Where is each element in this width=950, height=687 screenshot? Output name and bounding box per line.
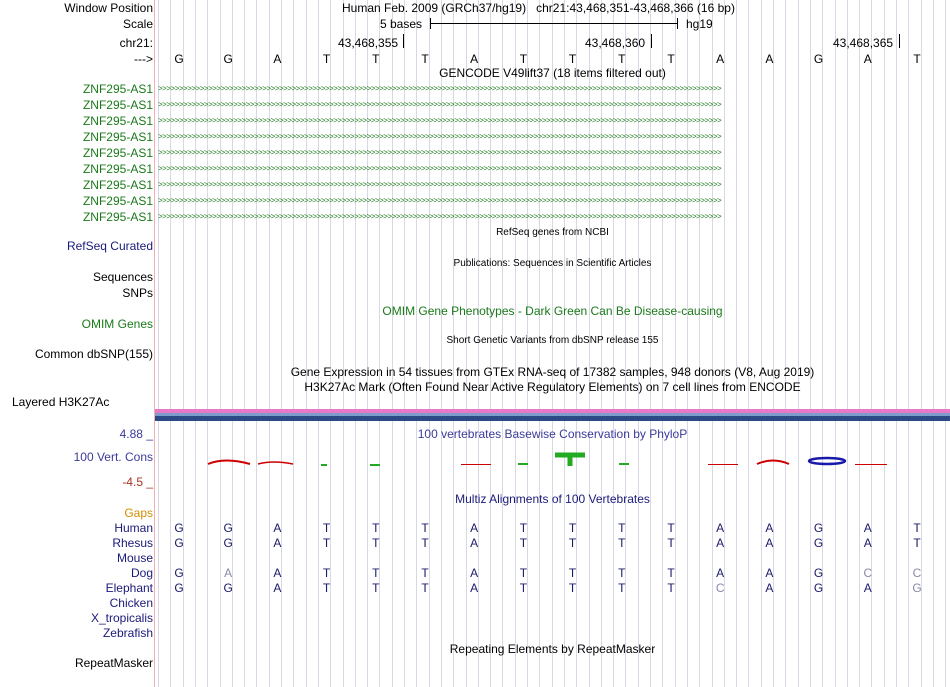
- base-letter: T: [667, 52, 675, 66]
- base-letter: A: [470, 52, 479, 66]
- sequences-label[interactable]: Sequences: [92, 270, 153, 284]
- snps-label[interactable]: SNPs: [122, 286, 153, 300]
- cons-logo-a: [757, 461, 789, 465]
- gencode-gene-feature[interactable]: >>>>>>>>>>>>>>>>>>>>>>>>>>>>>>>>>>>>>>>>>>>>>>>>>>>>>>>>>>>>>>>>>>>>>>>>>>>>>>>>>>>>>>>>>>>>>>>>>>>>>>>>>>>>>>>>>>>>>>>>>>>>>>>>>>>>>>>: [158, 117, 722, 125]
- omim-title[interactable]: OMIM Gene Phenotypes - Dark Green Can Be Disease-causing: [382, 304, 723, 318]
- refseq-title[interactable]: RefSeq genes from NCBI: [496, 227, 609, 238]
- alignment-base: T: [568, 566, 577, 580]
- gencode-gene-label[interactable]: ZNF295-AS1: [82, 210, 153, 224]
- alignment-base: T: [519, 566, 528, 580]
- gencode-gene-feature[interactable]: >>>>>>>>>>>>>>>>>>>>>>>>>>>>>>>>>>>>>>>>>>>>>>>>>>>>>>>>>>>>>>>>>>>>>>>>>>>>>>>>>>>>>>>>>>>>>>>>>>>>>>>>>>>>>>>>>>>>>>>>>>>>>>>>>>>>>>>: [158, 213, 722, 221]
- conservation-plot[interactable]: [155, 448, 950, 472]
- species-label-zebrafish[interactable]: Zebrafish: [102, 626, 153, 640]
- dbsnp-label[interactable]: Common dbSNP(155): [34, 347, 153, 361]
- base-letter: A: [765, 52, 774, 66]
- species-label-rhesus[interactable]: Rhesus: [112, 536, 153, 550]
- gencode-title[interactable]: GENCODE V49lift37 (18 items filtered out): [439, 66, 666, 80]
- alignment-base: A: [765, 521, 774, 535]
- strand-label: --->: [134, 52, 153, 66]
- cons-bar-8: [619, 463, 629, 465]
- cons-bar-4: [370, 464, 380, 466]
- gaps-label[interactable]: Gaps: [124, 506, 153, 520]
- alignment-base: T: [913, 536, 921, 550]
- alignment-base: G: [813, 581, 824, 595]
- scale-bar-left-tick: [430, 18, 431, 29]
- alignment-base: A: [716, 521, 725, 535]
- assembly-name: Human Feb. 2009 (GRCh37/hg19): [342, 1, 527, 15]
- position-title: [342, 1, 735, 15]
- alignment-base: T: [667, 521, 675, 535]
- alignment-base: T: [519, 536, 528, 550]
- alignment-base: A: [470, 566, 479, 580]
- alignment-base: T: [568, 536, 577, 550]
- alignment-base: C: [863, 566, 873, 580]
- alignment-base: T: [421, 566, 429, 580]
- alignment-base: T: [519, 581, 528, 595]
- alignment-base: A: [863, 521, 872, 535]
- alignment-base: T: [519, 521, 528, 535]
- alignment-base: A: [273, 536, 282, 550]
- species-label-mouse[interactable]: Mouse: [116, 551, 153, 565]
- base-letter: T: [913, 52, 921, 66]
- gencode-gene-feature[interactable]: >>>>>>>>>>>>>>>>>>>>>>>>>>>>>>>>>>>>>>>>>>>>>>>>>>>>>>>>>>>>>>>>>>>>>>>>>>>>>>>>>>>>>>>>>>>>>>>>>>>>>>>>>>>>>>>>>>>>>>>>>>>>>>>>>>>>>>>: [158, 133, 722, 141]
- coord-tick-2: [651, 34, 652, 48]
- conservation-min: -4.5 _: [122, 475, 153, 489]
- refseq-label[interactable]: RefSeq Curated: [66, 239, 153, 253]
- alignment-base: G: [174, 581, 184, 595]
- alignment-base: T: [667, 581, 675, 595]
- cons-bar-3: [321, 464, 327, 466]
- gencode-gene-label[interactable]: ZNF295-AS1: [82, 178, 153, 192]
- alignment-base: A: [273, 521, 282, 535]
- repeatmasker-title[interactable]: Repeating Elements by RepeatMasker: [449, 642, 656, 656]
- gencode-gene-label[interactable]: ZNF295-AS1: [82, 146, 153, 160]
- alignment-base: T: [421, 521, 429, 535]
- base-letter: T: [519, 52, 528, 66]
- base-letter: T: [618, 52, 626, 66]
- cons-logo-g2: [258, 462, 293, 464]
- alignment-base: T: [618, 566, 626, 580]
- alignment-base: G: [223, 521, 233, 535]
- gtex-title[interactable]: Gene Expression in 54 tissues from GTEx RNA-seq of 17382 samples, 948 donors (V8, Aug 2019): [290, 365, 815, 379]
- dbsnp-title[interactable]: Short Genetic Variants from dbSNP release 155: [446, 335, 659, 346]
- base-letter: T: [372, 52, 380, 66]
- chrom-label: chr21:: [119, 36, 153, 50]
- scale-bar-right-tick: [677, 18, 678, 29]
- alignment-base: C: [715, 581, 725, 595]
- multiz-title[interactable]: Multiz Alignments of 100 Vertebrates: [455, 492, 650, 506]
- alignment-base: A: [863, 536, 872, 550]
- cons-bar-5: [461, 464, 491, 465]
- alignment-base: T: [372, 536, 380, 550]
- alignment-base: T: [322, 521, 331, 535]
- alignment-base: G: [223, 581, 233, 595]
- alignment-base: T: [372, 581, 380, 595]
- scale-bar: [430, 23, 678, 24]
- cons-bar-9: [708, 464, 738, 465]
- gencode-gene-feature[interactable]: >>>>>>>>>>>>>>>>>>>>>>>>>>>>>>>>>>>>>>>>>>>>>>>>>>>>>>>>>>>>>>>>>>>>>>>>>>>>>>>>>>>>>>>>>>>>>>>>>>>>>>>>>>>>>>>>>>>>>>>>>>>>>>>>>>>>>>>: [158, 181, 722, 189]
- alignment-base: G: [174, 521, 184, 535]
- coord-tick-1: [403, 34, 404, 48]
- alignment-base: G: [912, 581, 922, 595]
- base-letter: T: [568, 52, 577, 66]
- base-letter: A: [863, 52, 872, 66]
- gencode-gene-label[interactable]: ZNF295-AS1: [82, 194, 153, 208]
- species-label-human[interactable]: Human: [114, 521, 153, 535]
- conservation-title[interactable]: 100 vertebrates Basewise Conservation by PhyloP: [417, 427, 688, 441]
- cons-logo-g1: [208, 461, 250, 465]
- alignment-base: T: [372, 521, 380, 535]
- cons-bar-12: [855, 464, 887, 465]
- conservation-label[interactable]: 100 Vert. Cons: [73, 450, 153, 464]
- cons-logo-t: [555, 455, 585, 466]
- alignment-base: A: [765, 581, 774, 595]
- genomic-position[interactable]: chr21:43,468,351-43,468,366 (16 bp): [536, 1, 735, 15]
- alignment-base: T: [372, 566, 380, 580]
- alignment-base: A: [273, 566, 282, 580]
- alignment-base: G: [223, 536, 233, 550]
- coord-label-2: 43,468,360: [585, 36, 646, 50]
- gencode-gene-feature[interactable]: >>>>>>>>>>>>>>>>>>>>>>>>>>>>>>>>>>>>>>>>>>>>>>>>>>>>>>>>>>>>>>>>>>>>>>>>>>>>>>>>>>>>>>>>>>>>>>>>>>>>>>>>>>>>>>>>>>>>>>>>>>>>>>>>>>>>>>>: [158, 149, 722, 157]
- alignment-base: G: [174, 566, 184, 580]
- gencode-gene-label[interactable]: ZNF295-AS1: [82, 114, 153, 128]
- alignment-base: A: [765, 566, 774, 580]
- h3k27ac-label[interactable]: Layered H3K27Ac: [12, 395, 110, 409]
- alignment-base: A: [273, 581, 282, 595]
- alignment-base: A: [470, 536, 479, 550]
- alignment-base: T: [421, 536, 429, 550]
- scale-label: Scale: [122, 17, 153, 31]
- alignment-base: A: [470, 521, 479, 535]
- gencode-gene-feature[interactable]: >>>>>>>>>>>>>>>>>>>>>>>>>>>>>>>>>>>>>>>>>>>>>>>>>>>>>>>>>>>>>>>>>>>>>>>>>>>>>>>>>>>>>>>>>>>>>>>>>>>>>>>>>>>>>>>>>>>>>>>>>>>>>>>>>>>>>>>: [158, 85, 722, 93]
- species-label-chicken[interactable]: Chicken: [109, 596, 153, 610]
- alignment-base: G: [174, 536, 184, 550]
- gencode-gene-feature[interactable]: >>>>>>>>>>>>>>>>>>>>>>>>>>>>>>>>>>>>>>>>>>>>>>>>>>>>>>>>>>>>>>>>>>>>>>>>>>>>>>>>>>>>>>>>>>>>>>>>>>>>>>>>>>>>>>>>>>>>>>>>>>>>>>>>>>>>>>>: [158, 101, 722, 109]
- base-letter: G: [223, 52, 233, 66]
- h3k27ac-layer-dark: [155, 416, 950, 421]
- base-letter: G: [813, 52, 824, 66]
- h3k27ac-title[interactable]: H3K27Ac Mark (Often Found Near Active Regulatory Elements) on 7 cell lines from ENCODE: [304, 380, 801, 394]
- species-label-x_tropicalis[interactable]: X_tropicalis: [90, 611, 153, 625]
- alignment-base: A: [716, 536, 725, 550]
- alignment-base: G: [813, 536, 824, 550]
- h3k27ac-signal[interactable]: [155, 409, 950, 423]
- conservation-max: 4.88 _: [119, 427, 153, 441]
- alignment-base: T: [667, 536, 675, 550]
- base-letter: G: [174, 52, 184, 66]
- alignment-base: T: [618, 536, 626, 550]
- gencode-gene-feature[interactable]: >>>>>>>>>>>>>>>>>>>>>>>>>>>>>>>>>>>>>>>>>>>>>>>>>>>>>>>>>>>>>>>>>>>>>>>>>>>>>>>>>>>>>>>>>>>>>>>>>>>>>>>>>>>>>>>>>>>>>>>>>>>>>>>>>>>>>>>: [158, 165, 722, 173]
- alignment-base: A: [765, 536, 774, 550]
- gencode-gene-label[interactable]: ZNF295-AS1: [82, 98, 153, 112]
- coord-label-1: 43,468,355: [338, 36, 399, 50]
- alignment-base: T: [913, 521, 921, 535]
- alignment-base: T: [667, 566, 675, 580]
- alignment-base: T: [618, 581, 626, 595]
- species-label-elephant[interactable]: Elephant: [105, 581, 153, 595]
- scale-text: 5 bases: [380, 17, 423, 31]
- cons-bar-6: [518, 463, 528, 465]
- alignment-base: T: [421, 581, 429, 595]
- alignment-base: T: [322, 536, 331, 550]
- base-letter: T: [421, 52, 429, 66]
- publications-title[interactable]: Publications: Sequences in Scientific Articles: [453, 258, 652, 269]
- alignment-base: C: [912, 566, 922, 580]
- repeatmasker-label[interactable]: RepeatMasker: [74, 656, 153, 670]
- alignment-base: T: [322, 566, 331, 580]
- alignment-base: A: [863, 581, 872, 595]
- coord-tick-3: [899, 34, 900, 48]
- alignment-base: T: [568, 581, 577, 595]
- window-position-label: Window Position: [64, 1, 153, 15]
- gencode-gene-feature[interactable]: >>>>>>>>>>>>>>>>>>>>>>>>>>>>>>>>>>>>>>>>>>>>>>>>>>>>>>>>>>>>>>>>>>>>>>>>>>>>>>>>>>>>>>>>>>>>>>>>>>>>>>>>>>>>>>>>>>>>>>>>>>>>>>>>>>>>>>>: [158, 197, 722, 205]
- scale-db: hg19: [686, 17, 713, 31]
- gencode-gene-label[interactable]: ZNF295-AS1: [82, 130, 153, 144]
- alignment-base: T: [618, 521, 626, 535]
- omim-label[interactable]: OMIM Genes: [81, 317, 153, 331]
- alignment-base: G: [813, 521, 824, 535]
- alignment-base: G: [813, 566, 824, 580]
- alignment-base: A: [224, 566, 233, 580]
- cons-logo-g3: [809, 458, 845, 464]
- alignment-base: T: [568, 521, 577, 535]
- gencode-gene-label[interactable]: ZNF295-AS1: [82, 82, 153, 96]
- gencode-gene-label[interactable]: ZNF295-AS1: [82, 162, 153, 176]
- alignment-base: T: [322, 581, 331, 595]
- base-letter: T: [322, 52, 331, 66]
- species-label-dog[interactable]: Dog: [130, 566, 153, 580]
- base-letter: A: [716, 52, 725, 66]
- alignment-base: A: [716, 566, 725, 580]
- alignment-base: A: [470, 581, 479, 595]
- coord-label-3: 43,468,365: [833, 36, 894, 50]
- base-letter: A: [273, 52, 282, 66]
